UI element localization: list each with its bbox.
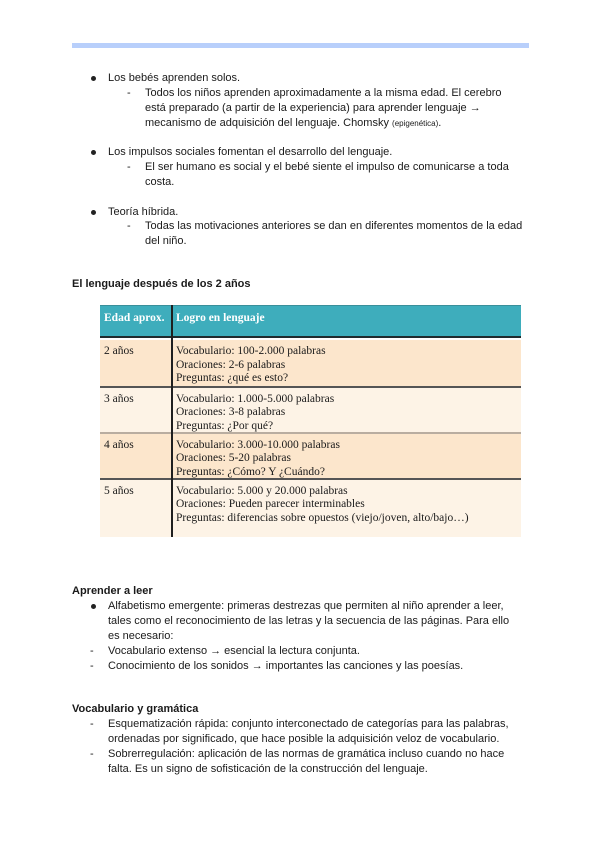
age-cell: 5 años — [104, 484, 134, 497]
achievement-line: Oraciones: 2-6 palabras — [176, 358, 286, 371]
column-divider — [171, 305, 173, 537]
bullet-icon — [91, 210, 96, 215]
section-heading-language-after-2: El lenguaje después de los 2 años — [72, 278, 251, 290]
table-row — [100, 388, 521, 433]
bullet-icon — [91, 604, 96, 609]
vocab-item-line: ordenadas por significado, que hace posible la adquisición veloz de vocabulario. — [108, 733, 500, 745]
section-heading-vocab-grammar: Vocabulario y gramática — [72, 703, 199, 715]
theory-detail-line: del niño. — [145, 235, 187, 247]
note-text: (epigenética) — [392, 119, 439, 128]
achievement-line: Preguntas: diferencias sobre opuestos (viejo/joven, alto/bajo…) — [176, 511, 469, 524]
theory-detail-line: costa. — [145, 176, 175, 188]
achievement-line: Preguntas: ¿Cómo? Y ¿Cuándo? — [176, 465, 325, 478]
vocab-item-line: falta. Es un signo de sofisticación de la construcción del lenguaje. — [108, 763, 428, 775]
theory-detail-line: El ser humano es social y el bebé siente el impulso de comunicarse a toda — [145, 161, 509, 173]
achievement-line: Vocabulario: 100-2.000 palabras — [176, 345, 326, 357]
table-row — [100, 340, 521, 387]
dash-icon: - — [127, 220, 131, 232]
reading-bullet-line: Alfabetismo emergente: primeras destrezas que permiten al niño aprender a leer, — [108, 600, 504, 612]
dash-icon: - — [90, 645, 94, 657]
vocab-item-line: Esquematización rápida: conjunto interconectado de categorías para las palabras, — [108, 718, 509, 730]
theory-title: Los bebés aprenden solos. — [108, 72, 241, 84]
text: . — [438, 117, 442, 129]
header-rule — [72, 43, 529, 48]
age-cell: 2 años — [104, 345, 134, 357]
table-header-row — [100, 305, 521, 338]
theory-detail-line: está preparado (a partir de la experiencia) para aprender lenguaje → — [145, 102, 481, 114]
reading-bullet-line: tales como el reconocimiento de las letras y la secuencia de las páginas. Para ello — [108, 615, 510, 627]
table-row — [100, 434, 521, 479]
achievement-line: Preguntas: ¿Por qué? — [176, 419, 274, 432]
achievement-cell — [176, 393, 334, 434]
bullet-icon — [91, 76, 96, 81]
theory-title: Teoría híbrida. — [108, 206, 179, 218]
achievement-cell — [176, 485, 469, 526]
dash-icon: - — [127, 87, 131, 99]
dash-icon: - — [127, 161, 131, 173]
dash-icon: - — [90, 748, 94, 760]
age-cell: 4 años — [104, 438, 134, 451]
achievement-line: Oraciones: 3-8 palabras — [176, 406, 286, 418]
achievement-line: Oraciones: 5-20 palabras — [176, 452, 291, 464]
text: mecanismo de adquisición del lenguaje. Chomsky — [145, 117, 393, 129]
reading-bullet-line: es necesario: — [108, 630, 174, 642]
achievement-line: Preguntas: ¿qué es esto? — [176, 372, 289, 384]
achievement-cell — [176, 439, 340, 480]
achievement-line: Vocabulario: 1.000-5.000 palabras — [176, 392, 335, 405]
achievement-line: Vocabulario: 5.000 y 20.000 palabras — [176, 484, 348, 497]
theory-detail-line: Todos los niños aprenden aproximadamente a la misma edad. El cerebro — [145, 87, 502, 99]
dash-icon: - — [90, 660, 94, 672]
table-row — [100, 480, 521, 538]
achievement-line: Oraciones: Pueden parecer interminables — [176, 498, 365, 510]
reading-dash-item: Conocimiento de los sonidos → importantes las canciones y las poesías. — [108, 660, 464, 672]
theory-detail-line: Todas las motivaciones anteriores se dan en diferentes momentos de la edad — [145, 220, 523, 232]
theory-detail-line — [145, 116, 441, 131]
bullet-icon — [91, 150, 96, 155]
language-milestones-table — [100, 305, 521, 537]
reading-dash-item: Vocabulario extenso → esencial la lectura conjunta. — [108, 645, 360, 657]
section-heading-learning-to-read: Aprender a leer — [72, 585, 153, 597]
column-header-age: Edad aprox. — [104, 312, 165, 324]
achievement-cell — [176, 345, 326, 386]
column-header-achievement: Logro en lenguaje — [176, 312, 265, 324]
theory-title: Los impulsos sociales fomentan el desarrollo del lenguaje. — [108, 146, 393, 158]
vocab-item-line: Sobrerregulación: aplicación de las normas de gramática incluso cuando no hace — [108, 748, 505, 760]
age-cell: 3 años — [104, 392, 134, 405]
dash-icon: - — [90, 718, 94, 730]
achievement-line: Vocabulario: 3.000-10.000 palabras — [176, 438, 340, 451]
